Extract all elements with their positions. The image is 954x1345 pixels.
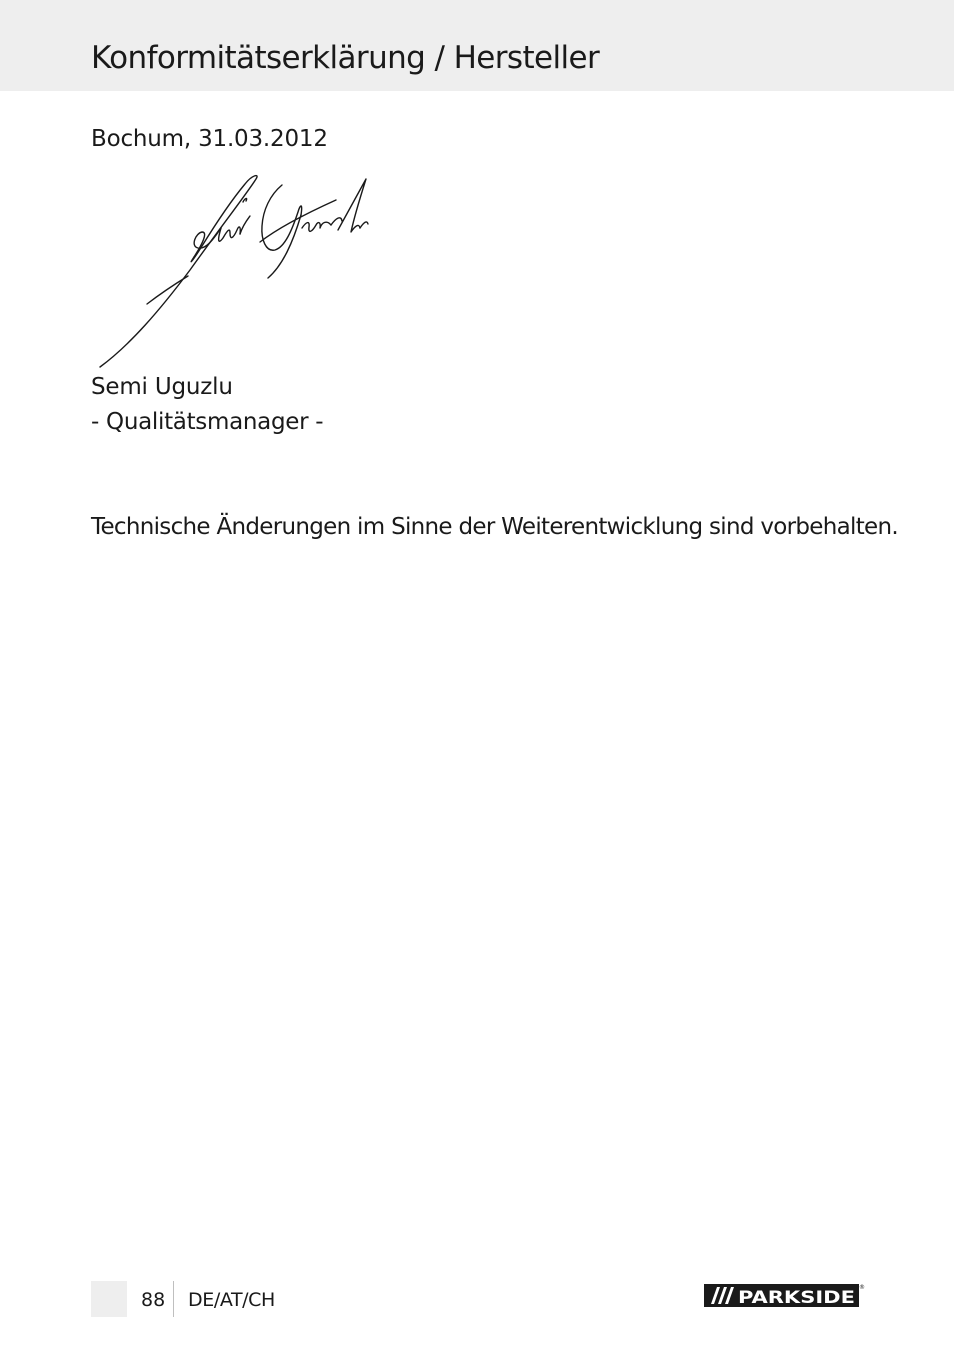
page-number: 88 <box>141 1289 166 1311</box>
logo-registered-mark: ® <box>859 1284 865 1291</box>
footer-divider <box>173 1281 174 1317</box>
signature <box>90 170 380 375</box>
signer-name: Semi Uguzlu <box>91 374 233 400</box>
country-codes: DE/AT/CH <box>188 1289 275 1311</box>
technical-changes-notice: Technische Änderungen im Sinne der Weiterentwicklung sind vorbehalten. <box>91 514 898 540</box>
parkside-logo <box>704 1282 864 1309</box>
place-date: Bochum, 31.03.2012 <box>91 126 328 152</box>
page-title: Konformitätserklärung / Hersteller <box>91 40 600 76</box>
logo-wordmark: PARKSIDE <box>738 1288 855 1308</box>
signer-role: - Qualitätsmanager - <box>91 409 324 435</box>
footer-marker-box <box>91 1281 127 1317</box>
